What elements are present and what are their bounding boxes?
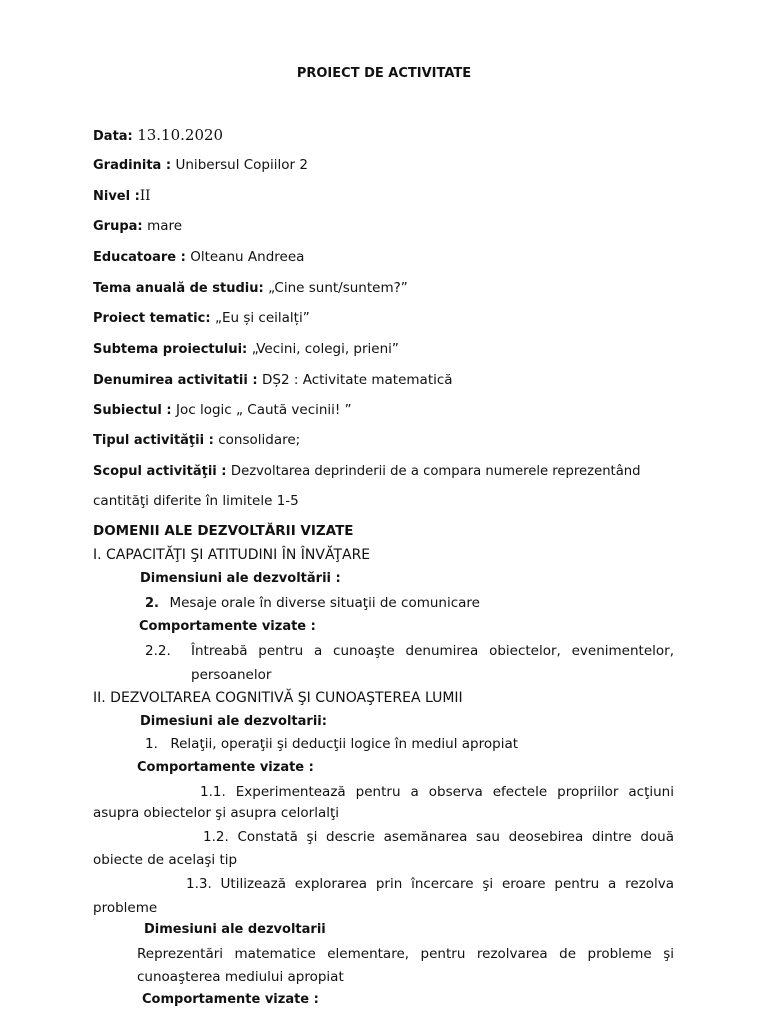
sec1-dimension-item [145,593,480,614]
field-nivel [93,186,150,207]
sec1-behaviours-label: Comportamente vizate : [139,619,316,634]
field-subiectul [93,400,352,421]
field-subtema [93,339,399,360]
sec2-dimension2-line1: Reprezentări matematice elementare, pentru rezolvarea de probleme şi [137,946,674,962]
field-label: Educatoare : [93,250,186,265]
item-number: 1. [145,736,158,752]
field-tipul [93,430,300,451]
document-title: PROIECT DE ACTIVITATE [296,66,472,81]
field-label: Subtema proiectului: [93,342,248,357]
field-scopul [93,461,641,482]
behaviour-1-3-line1: 1.3. Utilizează explorarea prin încercare şi eroare pentru a rezolva [186,876,674,892]
field-label: Nivel : [93,189,140,204]
field-label: Tema anuală de studiu: [93,281,264,296]
field-value: Unibersul Copiilor 2 [175,157,308,173]
item-text: Mesaje orale în diverse situaţii de comunicare [169,595,480,611]
field-value: Olteanu Andreea [190,249,305,265]
field-label: Grupa: [93,219,143,234]
item-number: 2. [145,596,159,611]
field-value: DȘ2 : Activitate matematică [262,372,453,388]
field-tema [93,278,408,299]
sec1-dimension-label: Dimensiuni ale dezvoltării : [140,571,341,586]
sec1-behaviour-line1: Întreabă pentru a cunoaşte denumirea obiectelor, evenimentelor, [191,643,674,659]
sec1-behaviour-line2: persoanelor [191,667,272,683]
behaviour-1-1-line2: asupra obiectelor şi asupra celorlalţi [93,805,340,821]
behaviour-1-2-line1: 1.2. Constată şi descrie asemănarea sau deosebirea dintre două [203,829,674,845]
sec1-behaviour-number: 2.2. [145,643,171,659]
field-label: Denumirea activitatii : [93,373,258,388]
field-value: II [139,188,151,204]
field-grupa [93,216,182,237]
behaviour-1-3-line2: probleme [93,900,158,916]
sec2-dimension-label: Dimesiuni ale dezvoltarii: [140,714,327,729]
section-2-title: II. DEZVOLTAREA COGNITIVĂ ŞI CUNOAŞTEREA LUMII [93,690,463,706]
field-label: Data: [93,129,133,144]
field-value: Dezvoltarea deprinderii de a compara numerele reprezentând [230,464,641,479]
field-educatoare [93,247,304,268]
section-1-title: I. CAPACITĂŢI ŞI ATITUDINI ÎN ÎNVĂŢARE [93,547,371,563]
field-scopul-continuation: cantităţi diferite în limitele 1-5 [93,493,299,509]
sec2-dimension-item [145,734,518,754]
field-proiect [93,308,310,329]
sec2-dimension2-label: Dimesiuni ale dezvoltarii [144,922,326,937]
item-text: Relaţii, operaţii şi deducţii logice în mediul apropiat [170,736,519,752]
sec2-behaviours-label: Comportamente vizate : [137,760,314,775]
field-value: „Vecini, colegi, prieni” [251,341,399,357]
field-label: Tipul activităţii : [93,433,214,448]
field-denumirea [93,370,453,391]
field-label: Gradinita : [93,158,172,173]
field-value: Joc logic „ Caută vecinii! ” [176,402,352,418]
domenii-heading: DOMENII ALE DEZVOLTĂRII VIZATE [93,523,354,539]
field-value: consolidare; [218,432,301,448]
field-value: „Cine sunt/suntem?” [268,280,408,296]
field-label: Subiectul : [93,403,172,418]
field-value: „Eu și ceilalți” [214,310,310,326]
field-value: 13.10.2020 [137,126,224,144]
field-gradinita [93,155,308,176]
sec2-behaviours2-label: Comportamente vizate : [142,992,319,1007]
field-label: Scopul activităţii : [93,464,227,479]
field-label: Proiect tematic: [93,311,211,326]
sec2-dimension2-line2: cunoaşterea mediului apropiat [137,969,344,985]
field-data [93,125,223,147]
behaviour-1-2-line2: obiecte de acelaşi tip [93,852,238,868]
field-value: mare [147,218,183,234]
behaviour-1-1-line1: 1.1. Experimentează pentru a observa efectele propriilor acţiuni [200,784,674,800]
